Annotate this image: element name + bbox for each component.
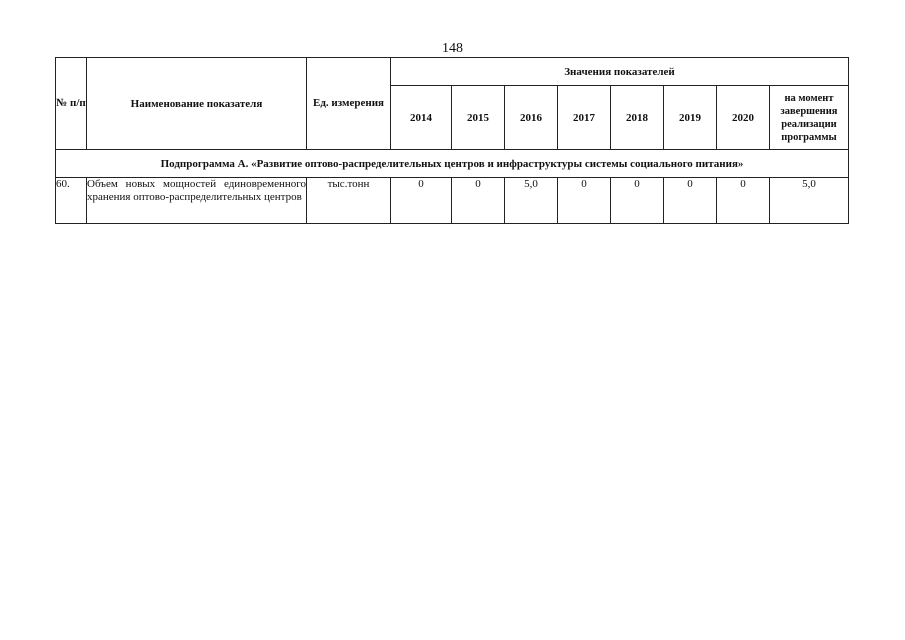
- header-year: 2018: [611, 86, 664, 150]
- subprogram-title: Подпрограмма А. «Развитие оптово-распределительных центров и инфраструктуры системы социального питания»: [56, 150, 849, 178]
- subprogram-row: [56, 150, 849, 178]
- row-value: 0: [664, 178, 717, 224]
- row-unit: тыс.тонн: [307, 178, 391, 224]
- row-final: 5,0: [770, 178, 849, 224]
- header-unit: Ед. измерения: [307, 58, 391, 150]
- header-final: на момент завершения реализации программы: [770, 86, 849, 150]
- header-year: 2014: [391, 86, 452, 150]
- row-number: 60.: [56, 178, 87, 224]
- table-row: [56, 178, 849, 224]
- header-number: № п/п: [56, 58, 87, 150]
- row-value: 5,0: [505, 178, 558, 224]
- indicators-table: [55, 57, 849, 224]
- header-year: 2020: [717, 86, 770, 150]
- row-name: Объем новых мощностей единовременного хранения оптово-распределительных центров: [87, 178, 307, 224]
- row-value: 0: [452, 178, 505, 224]
- row-value: 0: [717, 178, 770, 224]
- row-value: 0: [558, 178, 611, 224]
- header-name: Наименование показателя: [87, 58, 307, 150]
- header-year: 2015: [452, 86, 505, 150]
- header-values-group: Значения показателей: [391, 58, 849, 86]
- header-year: 2019: [664, 86, 717, 150]
- row-value: 0: [611, 178, 664, 224]
- header-row: [56, 58, 849, 86]
- header-year: 2017: [558, 86, 611, 150]
- header-year: 2016: [505, 86, 558, 150]
- page-number: 148: [442, 41, 463, 56]
- row-value: 0: [391, 178, 452, 224]
